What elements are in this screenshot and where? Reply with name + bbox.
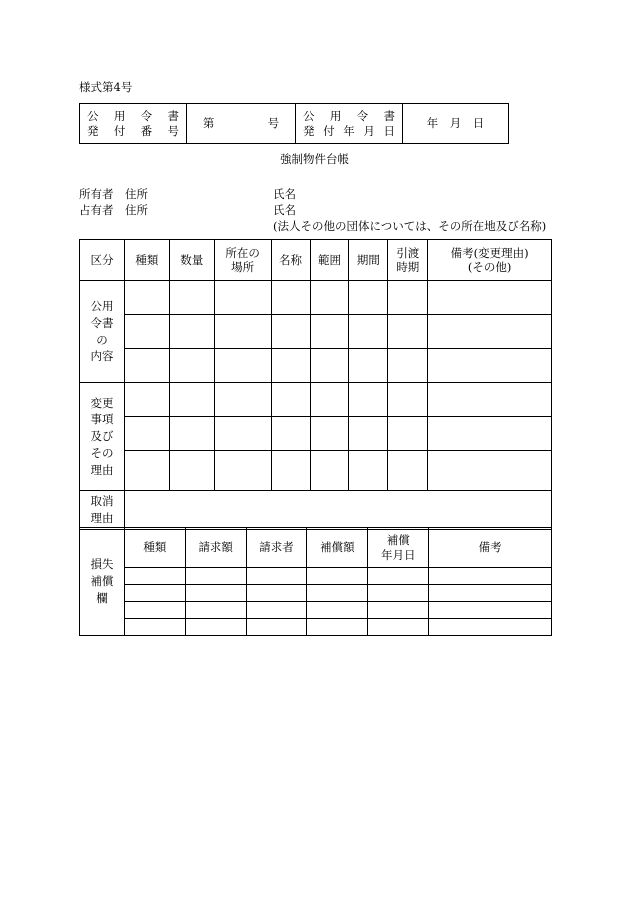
section-label-changes: 変更 事項 及び その 理由 bbox=[80, 383, 125, 491]
corporate-note: (法人その他の団体については、その所在地及び名称) bbox=[273, 219, 547, 233]
header-label-top bbox=[87, 109, 179, 123]
header-char: 令 bbox=[356, 109, 369, 124]
comp-header-cell: 補償 年月日 bbox=[368, 528, 429, 568]
number-prefix: 第 bbox=[202, 116, 215, 131]
section-label-cancellation: 取消 理由 bbox=[80, 491, 125, 530]
owner-name-label: 氏名 bbox=[273, 187, 296, 201]
comp-header-cell: 請求額 bbox=[185, 528, 246, 568]
property-ledger-table bbox=[79, 239, 552, 530]
header-cell: 期間 bbox=[349, 240, 388, 281]
header-label-bottom bbox=[87, 124, 179, 138]
header-char: 年 bbox=[343, 123, 355, 138]
header-char: 付 bbox=[113, 123, 126, 138]
compensation-table bbox=[79, 527, 552, 636]
header-char: 公 bbox=[303, 109, 315, 124]
header-char: 用 bbox=[329, 109, 342, 124]
header-char: 号 bbox=[167, 123, 179, 138]
header-cell: 引渡 時期 bbox=[388, 240, 428, 281]
header-cell: 区分 bbox=[80, 240, 125, 281]
header-cell: 範囲 bbox=[310, 240, 349, 281]
header-char: 書 bbox=[167, 109, 179, 124]
owner-label: 所有者 bbox=[79, 187, 114, 201]
header-char: 公 bbox=[87, 109, 99, 124]
header-char: 発 bbox=[87, 123, 99, 138]
document-title: 強制物件台帳 bbox=[280, 152, 349, 166]
comp-header-cell: 補償額 bbox=[307, 528, 368, 568]
header-cell: 備考(変更理由) (その他) bbox=[428, 240, 552, 281]
header-cell: 種類 bbox=[124, 240, 169, 281]
header-number-cell bbox=[187, 104, 296, 144]
owner-address-label: 住所 bbox=[125, 187, 148, 201]
header-date-value-cell bbox=[403, 104, 509, 144]
header-date-label-top bbox=[303, 109, 395, 123]
header-cell: 数量 bbox=[169, 240, 214, 281]
occupant-label: 占有者 bbox=[79, 203, 114, 217]
header-row bbox=[80, 240, 552, 281]
header-cell: 所在の 場所 bbox=[214, 240, 271, 281]
header-char: 発 bbox=[303, 123, 315, 138]
header-cell: 名称 bbox=[271, 240, 310, 281]
section-label-order-content: 公用 令書 の 内容 bbox=[80, 281, 125, 383]
comp-header-cell: 種類 bbox=[124, 528, 185, 568]
number-suffix: 号 bbox=[267, 116, 280, 131]
header-char: 日 bbox=[383, 123, 395, 138]
header-label-cell bbox=[80, 104, 187, 144]
header-char: 付 bbox=[323, 123, 335, 138]
occupant-name-label: 氏名 bbox=[273, 203, 296, 217]
header-char: 番 bbox=[140, 123, 153, 138]
comp-header-cell: 備考 bbox=[429, 528, 552, 568]
form-number: 様式第4号 bbox=[79, 80, 133, 94]
comp-header-cell: 請求者 bbox=[246, 528, 307, 568]
header-char: 用 bbox=[113, 109, 126, 124]
header-box bbox=[79, 103, 509, 144]
date-value: 年 月 日 bbox=[426, 116, 485, 131]
section-label-compensation: 損失 補償 欄 bbox=[80, 528, 125, 636]
header-char: 書 bbox=[383, 109, 395, 124]
header-char: 令 bbox=[140, 109, 153, 124]
header-date-label-bottom bbox=[303, 124, 395, 138]
header-char: 月 bbox=[363, 123, 375, 138]
header-date-label-cell bbox=[296, 104, 403, 144]
occupant-address-label: 住所 bbox=[125, 203, 148, 217]
cancellation-reason-cell bbox=[124, 491, 551, 530]
